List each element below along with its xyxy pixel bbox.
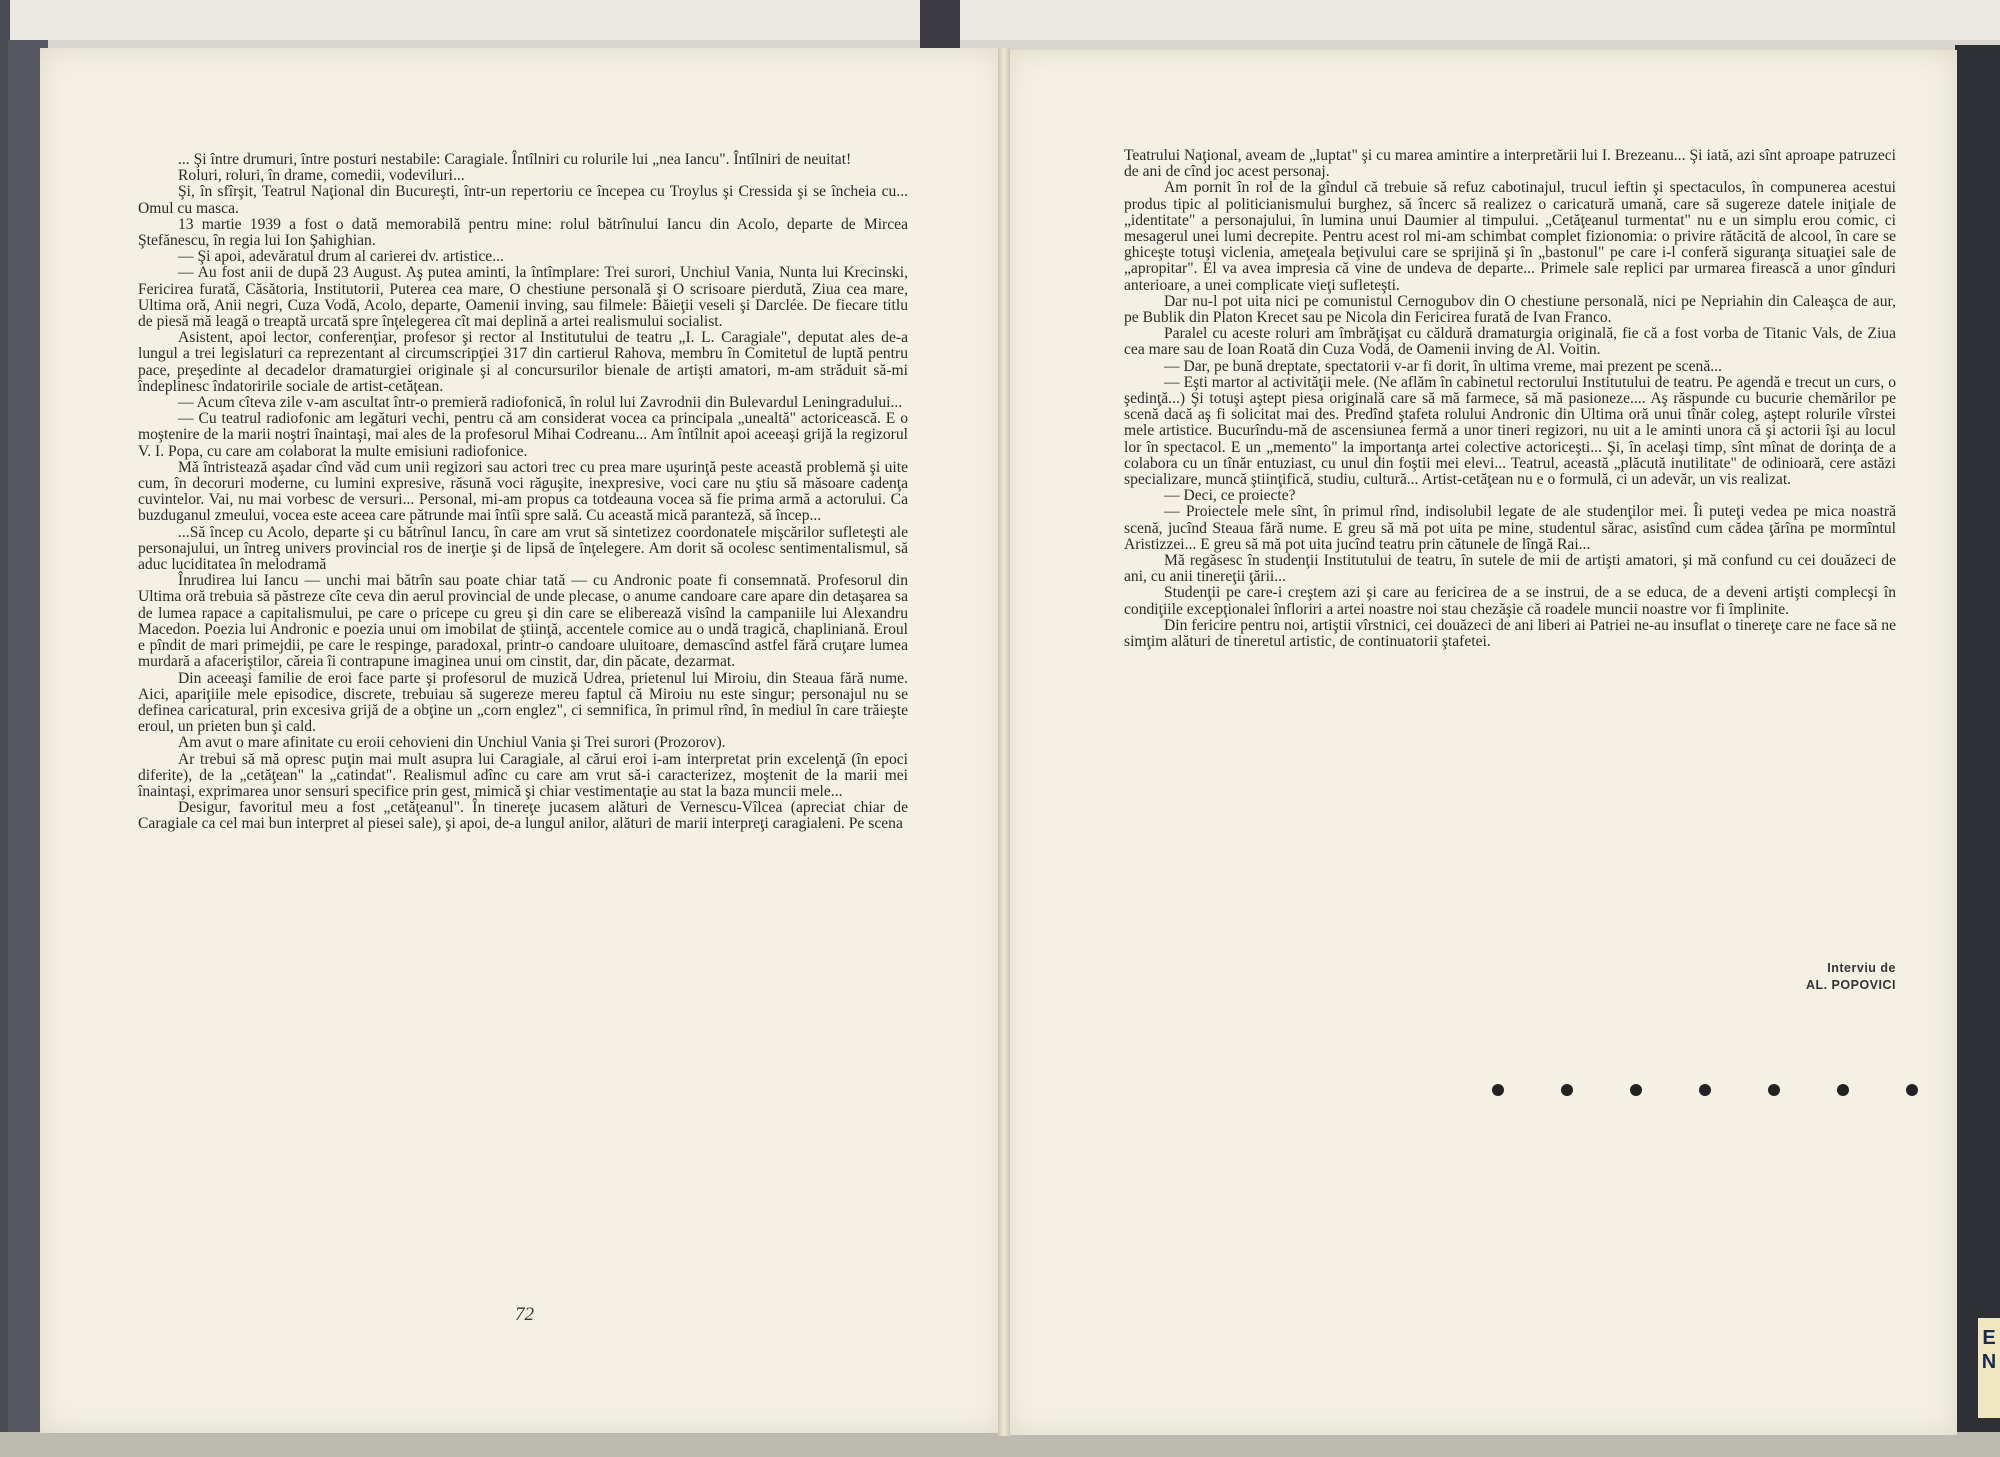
left-page-text-column (138, 152, 908, 833)
paragraph: Desigur, favoritul meu a fost „cetăţeanul". În tinereţe jucasem alături de Vernescu-Vîlcea (apreciat chiar de Caragiale ca cel mai bun interpret al piesei sale), şi apoi, de-a lungul anilor, alături de marii interpreţi caragialeni. Pe scena (138, 799, 908, 833)
paragraph: Teatrului Naţional, aveam de „luptat" şi cu marea amintire a interpretării lui I. Brezeanu... Şi iată, azi sînt aproape patruzeci de ani de cînd joc acest personaj. (1124, 147, 1896, 181)
edge-letter: N (1981, 1351, 1997, 1373)
paragraph: Asistent, apoi lector, conferenţiar, profesor şi rector al Institutului de teatru „I. L. Caragiale", deputat ales de-a lungul a trei legislaturi ca reprezentant al circumscripţiei 317 din cartierul Rahova, membru în Comitetul de luptă pentru pace, preşedinte al decadelor dramaturgiei originale şi al concursurilor bienale de artişti amatori, m-am străduit să-mi îndeplinesc îndatoririle sociale de artist-cetăţean. (138, 329, 908, 395)
divider-dot (1492, 1084, 1504, 1096)
paragraph: Roluri, roluri, în drame, comedii, vodeviluri... (178, 167, 465, 185)
paragraph: — Proiectele mele sînt, în primul rînd, indisolubil legate de ale studenţilor mei. Îi puteţi vedea pe mica noastră scenă, jucînd Steaua fără nume. E greu să mă pot uita pe mine, studentul sărac, asistînd cum cădea ţărîna pe mormîntul Aristizzei... E greu să mă pot uita jucînd teatru prin cătunele de lîngă Rai... (1124, 503, 1896, 553)
page-number: 72 (515, 1304, 534, 1325)
paragraph: Din fericire pentru noi, artiştii vîrstnici, cei douăzeci de ani liberi ai Patriei ne-au insuflat o tinereţe care ne face să ne simţim alături de tineretul artistic, de continuatorii ştafetei. (1124, 616, 1896, 651)
interview-credit (1660, 960, 1896, 994)
right-page-text-column (1124, 148, 1896, 650)
divider-dot (1699, 1084, 1711, 1096)
paragraph: Studenţii pe care-i creştem azi şi care au fericirea de a se instrui, de a se educa, de a deveni artişti complecşi în condiţiile excepţionalei înfloriri a artei noastre noi stau chezăşie că roadele muncii noastre vor fi împlinite. (1124, 584, 1896, 618)
paragraph: — Dar, pe bună dreptate, spectatorii v-ar fi dorit, în ultima vreme, mai prezent pe scenă... (1164, 357, 1722, 375)
paragraph: — Au fost anii de după 23 August. Aş putea aminti, la întîmplare: Trei surori, Unchiul Vania, Nunta lui Krecinski, Fericirea furată, Căsătoria, Institutorii, Puterea cea mare, O chestiune personală şi O scrisoare pierdută, Ziua cea mare, Ultima oră, Anii negri, Cuza Vodă, Acolo, departe, Oamenii inving, sau filmele: Băieţii veseli şi Darclée. De fiecare titlu de piesă mă leagă o treaptă urcată spre înţelegerea cît mai deplină a artei realismului socialist. (138, 264, 908, 331)
paragraph: Ar trebui să mă opresc puţin mai mult asupra lui Caragiale, al cărui eroi i-am interpretat prin excelenţă (în epoci diferite), de la „cetăţean" la „catindat". Realismul adînc cu care am vrut să-i caracterizez, moştenit de la marii mei înaintaşi, exprimarea unor sensuri specifice prin gest, mimică şi chiar vestimentaţie au stat la baza muncii mele... (138, 750, 908, 800)
adjacent-page-edge-label (1978, 1318, 2000, 1418)
binding-top (920, 0, 960, 50)
credit-author: AL. POPOVICI (1805, 978, 1896, 992)
paragraph: 13 martie 1939 a fost o dată memorabilă pentru mine: rolul bătrînului Iancu din Acolo, departe de Mircea Ştefănescu, în regia lui Ion Şahighian. (138, 215, 908, 250)
divider-dot (1630, 1084, 1642, 1096)
credit-label: Interviu de (1827, 961, 1896, 975)
paragraph: — Acum cîteva zile v-am ascultat într-o premieră radiofonică, în rolul lui Zavrodnii din Bulevardul Leningradului... (178, 394, 903, 412)
decorative-dot-divider (1492, 1084, 1932, 1104)
paragraph: — Şi apoi, adevăratul drum al carierei dv. artistice... (178, 248, 504, 266)
paragraph: Mă regăsesc în studenţii Institutului de teatru, în sutele de mii de artişti amatori, şi mă confund cu cei douăzeci de ani, cu anii tinereţii ţării... (1124, 552, 1896, 586)
book-gutter (998, 48, 1010, 1436)
book-cover-right-edge (1955, 45, 2000, 1435)
background-top (0, 0, 2000, 40)
paragraph: ... Şi între drumuri, între posturi nestabile: Caragiale. Întîlniri cu rolurile lui „nea Iancu". Întîlniri de neuitat! (178, 151, 852, 168)
divider-dot (1768, 1084, 1780, 1096)
paragraph: Înrudirea lui Iancu — unchi mai bătrîn sau poate chiar tată — cu Andronic poate fi consemnată. Profesorul din Ultima oră trebuia să păstreze cîte ceva din aerul provincial de unde plecase, o anume candoare care apare din detaşarea sa de lumea rapace a capitalismului, pe care o pricepe cu greu şi din care se eliberează visînd la campaniile lui Alexandru Macedon. Poezia lui Andronic e poezia unui om imobilat de ştiinţă, accentele comice au o undă tragică, chapliniană. Eroul e pîndit de mari primejdii, pe care le respinge, paradoxal, printr-o candoare uluitoare, demascînd astfel fără cruţare lumea murdară a afaceriştilor, căreia îi contrapune imaginea unui om cinstit, dar, din păcate, dezarmat. (138, 572, 908, 671)
edge-letter: E (1982, 1327, 1996, 1349)
paragraph: Am avut o mare afinitate cu eroii cehovieni din Unchiul Vania şi Trei surori (Prozorov). (178, 734, 726, 752)
paragraph: — Deci, ce proiecte? (1164, 487, 1296, 505)
divider-dot (1837, 1084, 1849, 1096)
paragraph: Am pornit în rol de la gîndul că trebuie să refuz cabotinajul, trucul ieftin şi spectaculos, în compunerea acestui produs tipic al politicianismului burghez, să încerc să realizez o caricatură umană, care să sugereze datele iniţiale de „identitate" a personajului, în lumina unui Daumier al timpului. „Cetăţeanul turmentat" nu e un simplu erou comic, ci mesagerul unei lumi decrepite. Pentru acest rol mi-am schimbat complet fizionomia: o privire rătăcită de alcool, în care se ghiceşte totuşi viclenia, ameţeala beţivului care se sprijină şi în „bastonul" pe care i-l conferă siguranţa situaţiei sale de „apropitar". El va avea impresia că vine de undeva de departe... Primele sale replici par urmarea firească a unor gînduri anterioare, a unei complicate vieţi sufleteşti. (1124, 179, 1896, 294)
divider-dot (1906, 1084, 1918, 1096)
paragraph: Din aceeaşi familie de eroi face parte şi profesorul de muzică Udrea, prietenul lui Miroiu, din Steaua fără nume. Aici, apariţiile mele episodice, discrete, trebuiau să sugereze mereu faptul că Miroiu nu este singur; personajul nu se definea caricatural, prin excesiva grijă de a obţine un „corn englez", ci semnifica, în primul rînd, în mediul în care trăieşte eroul, un prieten bun şi cald. (138, 669, 908, 736)
paragraph: Dar nu-l pot uita nici pe comunistul Cernogubov din O chestiune personală, nici pe Nepriahin din Caleaşca de aur, pe Bublik din Platon Krecet sau pe Nicola din Fericirea furată de Ivan Franco. (1124, 292, 1896, 327)
paragraph: Şi, în sfîrşit, Teatrul Naţional din Bucureşti, într-un repertoriu ce începea cu Troylus şi Cressida şi se încheia cu... Omul cu masca. (138, 183, 908, 217)
paragraph: ...Să încep cu Acolo, departe şi cu bătrînul Iancu, în care am vrut să sintetizez coordonatele mişcărilor sufleteşti ale personajului, un întreg univers provincial ros de inerţie şi de lipsă de înţelegere. Am dorit să ocolesc sentimentalismul, să aduc luciditatea în melodramă (138, 523, 908, 574)
paragraph: Mă întristează aşadar cînd văd cum unii regizori sau actori trec cu prea mare uşurinţă peste această problemă şi uite cum, în decoruri moderne, cu lumini expresive, răsună voci răguşite, inexpresive, voci care nu ştiu să măsoare cadenţa cuvintelor. Vai, nu mai vorbesc de versuri... Personal, mi-am propus ca totdeauna vocea să fie prima armă a actorului. Ca buzduganul zmeului, vocea este aceea care pătrunde mai întîi spre sală. Cu această mică paranteză, să încep... (138, 458, 908, 525)
divider-dot (1561, 1084, 1573, 1096)
paragraph: Paralel cu aceste roluri am îmbrăţişat cu căldură dramaturgia originală, fie că a fost vorba de Titanic Vals, de Ziua cea mare sau de Ioan Roată din Cuza Vodă, de Oamenii inving de Al. Voitin. (1124, 325, 1896, 359)
paragraph: — Cu teatrul radiofonic am legături vechi, pentru că am considerat vocea ca principala „unealtă" actoricească. E o moştenire de la marii noştri înaintaşi, mai ales de la profesorul Mihai Codreanu... Am întîlnit apoi aceeaşi grijă la regizorul V. I. Popa, cu care am colaborat la multe emisiuni radiofonice. (138, 410, 908, 460)
paragraph: — Eşti martor al activităţii mele. (Ne aflăm în cabinetul rectorului Institutului de teatru. Pe agendă e trecut un curs, o şedinţă...) Şi totuşi aştept piesa originală care să mă farmece, să mă pasioneze.... Aş răspunde cu bucurie chemărilor pe scenă dacă aş fi solicitat mai des. Predînd ştafeta rolului Andronic din Ultima oră unui tînăr coleg, aştept rolurile vîrstei mele artistice. Bucurîndu-mă de ascensiunea fermă a unor tineri regizori, nu uit a le aminti unora că şi actorii îşi au locul lor în spectacol. E un „memento" la importanţa artei colective actoriceşti... Şi, în acelaşi timp, sînt mînat de dorinţa de a colabora cu un tînăr entuziast, cu unul din foştii mei elevi... Teatrul, această „plăcută inutilitate" de odinioară, cere astăzi specializare, muncă ştiinţifică, studiu, cultură... Artist-cetăţean nu e o formulă, ci un adevăr, un vis realizat. (1124, 373, 1896, 489)
